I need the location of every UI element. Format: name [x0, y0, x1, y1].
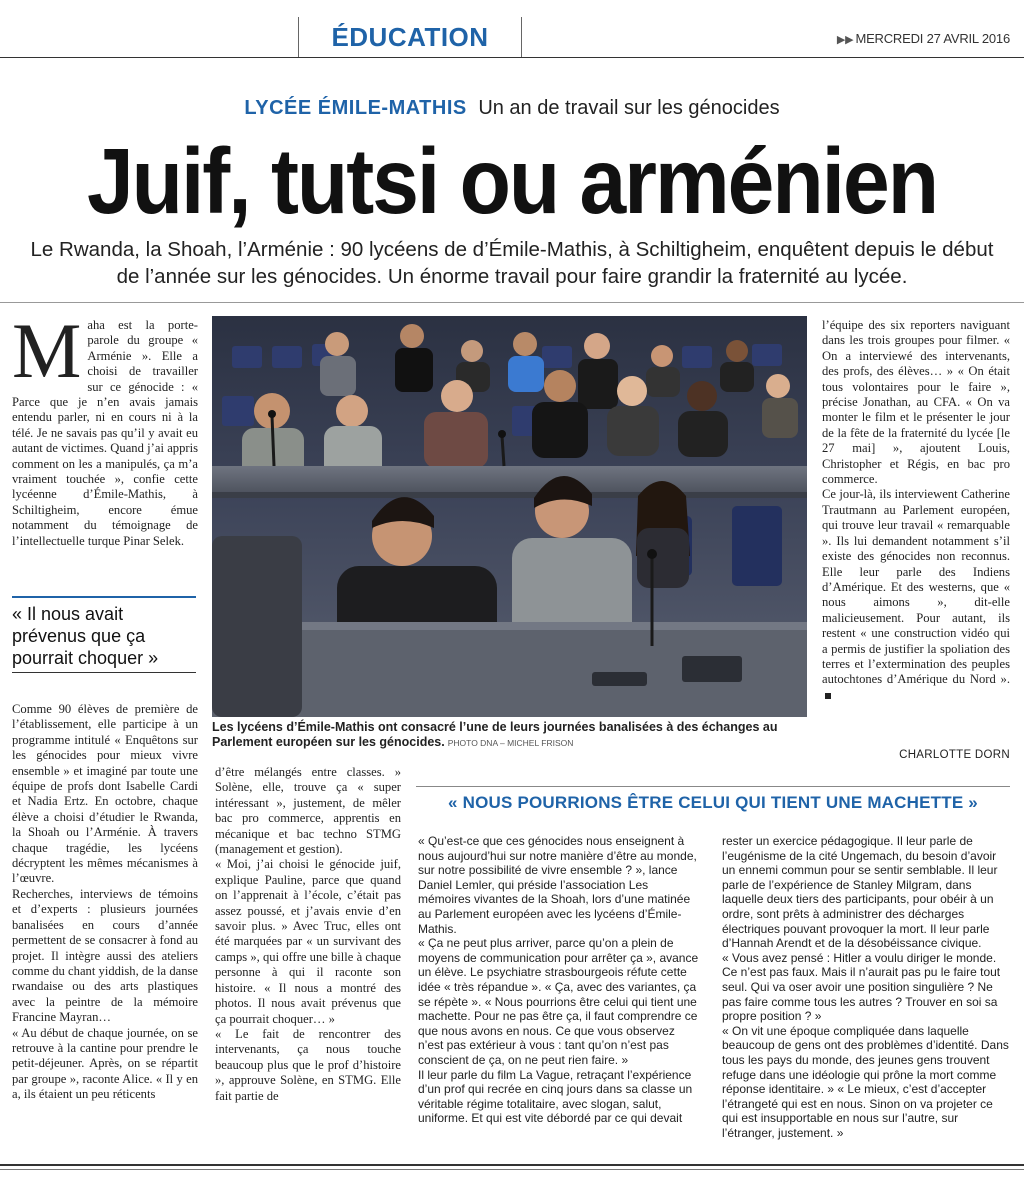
sidebar-paragraph: rester un exercice pédagogique. Il leur parle de l’eugénisme de la cité Ungemach, du besoin d’avoir un ennemi commun pour se sentir semblable. Il leur parle de l’expérience de Stanley Milgram, dans laquelle deux tiers des participants, pour obéir à un ordre, sont prêts à administrer des décharges électriques pouvant provoquer la mort. Il leur parle d’Hannah Arendt et de la désobéissance civique.: [722, 834, 998, 951]
article-paragraph: [822, 487, 1010, 703]
lead-paragraph: Le Rwanda, la Shoah, l’Arménie : 90 lycéens de d’Émile-Mathis, à Schiltigheim, enquêtent depuis le début de l’année sur les génocides. Un énorme travail pour faire grandir la fraternité au lycée.: [30, 238, 994, 288]
article-paragraph: d’être mélangés entre classes. » Solène, elle, trouve ça « super intéressant », justement, de mêler bac pro commerce, apprentis en mécanique et bac techno STMG (management et gestion).: [215, 765, 401, 857]
sidebar-paragraph: Il leur parle du film La Vague, retraçant l’expérience d’un prof qui recrée en cinq jours dans sa classe un véritable régime totalitaire, avec slogan, salut, uniforme. Et qui est vite débordé par ce qui devait: [418, 1067, 693, 1126]
bottom-rule: [0, 1164, 1024, 1166]
photo-caption: [212, 720, 807, 751]
news-photo: [212, 316, 807, 717]
section-header: [298, 17, 522, 57]
issue-date: [837, 31, 1010, 46]
article-paragraph-text: Ce jour-là, ils interviewent Catherine Trautmann au Parlement européen, qui trouve leur travail « remarquable ». Ils lui demandent notamment s’il existe des génocides non reconnus. Elle leur parle des Indiens d’Amérique. Et des westerns, que « nous aimons », dit-elle malicieusement. Pour autant, ils restent « une construction vidéo qui a permis de justifier la spoliation des terres et l’extermination des peuples autochtones d’Amérique du Nord ».: [822, 487, 1010, 687]
end-mark-icon: [825, 693, 831, 699]
article-paragraph: « Au début de chaque journée, on se retrouve à la cantine pour prendre le petit-déjeuner. Après, on se répartit par groupe », raconte Alice. « Il y en a, ils étaient un peu réticents: [12, 1025, 198, 1102]
quote-top-rule: [12, 596, 196, 598]
article-col1-bottom: [12, 702, 198, 1103]
article-col2: [215, 765, 401, 1104]
author-signature: CHARLOTTE DORN: [899, 749, 1010, 761]
headline: Juif, tutsi ou arménien: [86, 129, 938, 233]
article-paragraph: aha est la porte-parole du groupe « Arménie ». Elle a choisi de travailler sur ce génocide : « Parce que je n’en avais jamais entendu parler, ni en cours ni à la télé. Je ne savais pas qu’il y avait eu autant de victimes. Quand j’ai appris comment on les a manipulés, ça m’a vraiment touchée », confie cette lycéenne d’Émile-Mathis, à Schiltigheim, encore émue notamment du témoignage de l’intellectuelle turque Pinar Selek.: [12, 318, 198, 548]
article-paragraph: « Le fait de rencontrer des intervenants, ça nous touche beaucoup plus que le prof d’histoire », approuve Solène, en STMG. Elle fait partie de: [215, 1026, 401, 1103]
sidebar-paragraph: « Ça ne peut plus arriver, parce qu’on a plein de moyens de communication pour arrêter ça », avance un élève. Le psychiatre strasbourgeois réfute cette idée « très répandue ». « Ça, avec des variantes, ça se répète ». « Nous pourrions être celui qui tient une machette. Pour ne pas être ça, il faut comprendre ce que nous avons en nous. Ce que vous observez n’est pas extérieur à vous : tant qu’on n’est pas conscient de ça, on ne peut rien faire. »: [418, 936, 699, 1067]
date-text: MERCREDI 27 AVRIL 2016: [855, 31, 1010, 46]
kicker-text: Un an de travail sur les génocides: [478, 97, 780, 119]
photo-credit: PHOTO DNA – MICHEL FRISON: [447, 738, 574, 748]
article-paragraph: « Moi, j’ai choisi le génocide juif, explique Pauline, parce que quand on l’apprenait à l’école, c’était pas assez poussé, et j’avais envie d’en savoir plus. » Avec Truc, elles ont été marquées par « un survivant des camps », qui offre une bille à chaque personne à qui il raconte son histoire. « Il nous a montré des photos. Il nous avait prévenus que ça pourrait choquer… »: [215, 857, 401, 1026]
kicker-label: LYCÉE ÉMILE-MATHIS: [244, 97, 467, 119]
section-label: ÉDUCATION: [331, 21, 489, 52]
sidebar-paragraph: « On vit une époque compliquée dans laquelle beaucoup de gens ont des problèmes d’identité. Dans tous les pays du monde, des jeunes gens trouvent refuge dans une idéologie qui prône la mort comme réponse identitaire. » « Le mieux, c’est d’accepter l’étrangeté qui est en nous. Sinon on va projeter ce qui est insupportable en nous sur l’autre, sur l’étranger, justement. »: [722, 1023, 1009, 1140]
article-col1-top: [12, 307, 198, 549]
pull-quote: « Il nous avait prévenus que ça pourrait choquer »: [12, 604, 159, 668]
arrow-decoration-icon: ▶▶: [836, 34, 854, 46]
dropcap: M: [12, 307, 82, 394]
sidebar-col1: [418, 834, 702, 1126]
kicker: [0, 97, 1024, 120]
sidebar-paragraph: « Qu’est-ce que ces génocides nous enseignent à nous aujourd’hui sur notre manière d’être au monde, sur notre possibilité de vivre ensemble ? », lance Daniel Lemler, qui préside l’association Les mémoires vivantes de la Shoah, lors d’une matinée au Parlement européen avec les lycéens d’Émile-Mathis.: [418, 834, 697, 936]
article-col3: [822, 318, 1010, 703]
quote-bottom-rule: [12, 672, 196, 673]
article-paragraph: Recherches, interviews de témoins et d’experts : plusieurs journées banalisées en cours d’année permettent de se consacrer à fond au projet. Il intègre aussi des ateliers comme du chant yiddish, de la danse rwandaise ou des arts plastiques avec la peintre de la mémoire Francine Mayran…: [12, 886, 198, 1025]
sidebar-col2: [722, 834, 1010, 1140]
sidebar-header: [416, 786, 1010, 819]
caption-text: Les lycéens d’Émile-Mathis ont consacré l’une de leurs journées banalisées à des échanges au Parlement européen sur les génocides.: [212, 720, 778, 749]
article-paragraph: Comme 90 élèves de première de l’établissement, elle participe à un programme intitulé « Enquêtons sur les génocides pour mieux vivre ensemble » et imaginé par toute une équipe de profs dont Isabelle Cardi et Nadia Ertz. En octobre, chaque élève a choisi d’étudier le Rwanda, la Shoah ou l’Arménie. À travers chaque tragédie, les lycéens décryptent les mêmes mécanismes à l’œuvre.: [12, 702, 198, 886]
sidebar-title: « NOUS POURRIONS ÊTRE CELUI QUI TIENT UNE MACHETTE »: [448, 793, 978, 812]
sidebar-paragraph: « Vous avez pensé : Hitler a voulu diriger le monde. Ce n’est pas faux. Mais il n’aurait pas pu le faire tout seul. Qui va oser avoir une position singulière ? Ne pas faire comme tous les autres ? Trouver en soi sa propre position ? »: [722, 950, 1001, 1024]
bottom-rule-thin: [0, 1169, 1024, 1170]
article-paragraph: l’équipe des six reporters naviguant dans les trois groupes pour filmer. « On a interviewé des intervenants, des profs, des élèves… » « On était tous volontaires pour le faire », précise Jonathan, au CFA. « On va monter le film et le présenter le jour de la fête de la fraternité du lycée [le 27 mai] », ajoutent Louis, Christopher et Régis, en bac pro commerce.: [822, 318, 1010, 487]
